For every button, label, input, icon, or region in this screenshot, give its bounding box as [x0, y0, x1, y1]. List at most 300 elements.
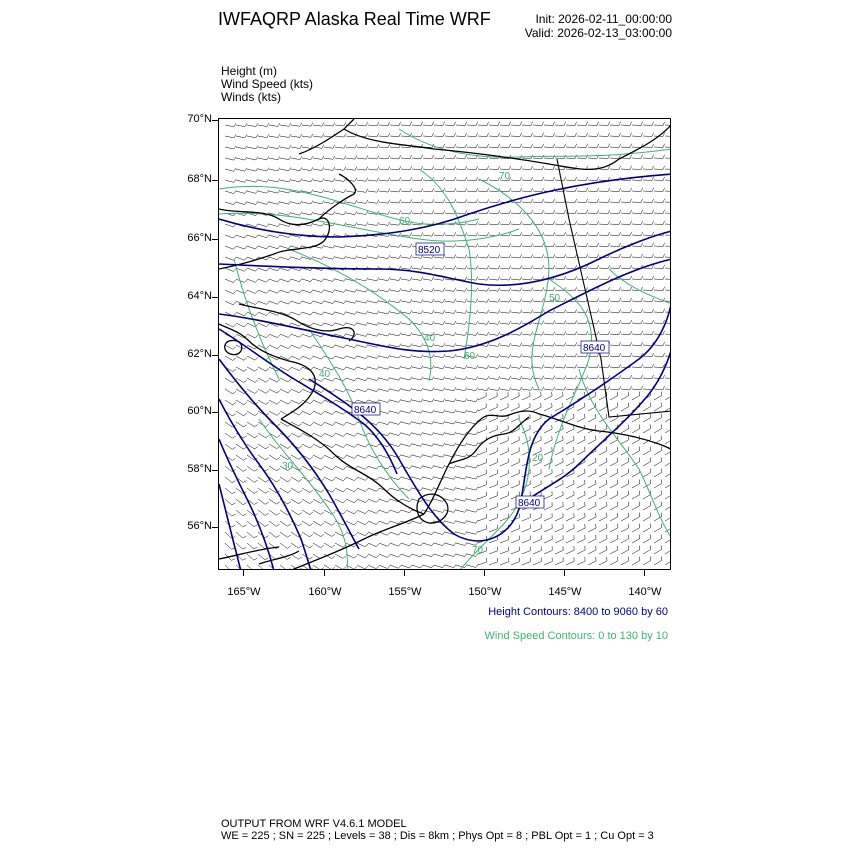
wind-barb: [522, 387, 533, 390]
wind-barb: [280, 532, 291, 537]
wind-barb: [423, 266, 434, 269]
wind-barb: [643, 298, 654, 302]
wind-barb: [467, 487, 478, 490]
wind-barb: [555, 376, 566, 380]
wind-barb: [401, 332, 412, 335]
wind-barb: [588, 254, 599, 258]
wind-barb: [665, 468, 671, 477]
wind-barb: [599, 557, 607, 565]
wind-barb: [533, 513, 541, 521]
wind-barb: [555, 535, 563, 543]
wind-barb: [280, 179, 291, 182]
wind-barb: [302, 201, 313, 204]
wind-barb: [654, 523, 662, 532]
wind-barb: [544, 199, 555, 203]
wind-barb: [269, 510, 280, 515]
wind-barb: [522, 265, 533, 269]
wind-barb: [577, 535, 585, 543]
wind-speed-contour-label: 40: [424, 333, 436, 344]
wind-barb: [225, 168, 236, 171]
wind-barb: [522, 354, 533, 357]
wind-barb: [412, 443, 423, 446]
wind-barb: [357, 222, 368, 225]
wind-barb: [489, 403, 497, 411]
wind-barb: [379, 222, 390, 225]
wind-barb: [610, 524, 618, 532]
wind-barb: [566, 144, 577, 148]
wind-barb: [258, 477, 269, 482]
wind-barb: [665, 391, 671, 400]
wind-barb: [324, 356, 335, 359]
map-panel: [218, 118, 671, 570]
wind-barb: [621, 331, 632, 335]
wind-barb: [610, 364, 621, 368]
wind-barb: [368, 255, 379, 258]
wind-barb: [599, 447, 607, 455]
wind-barb: [346, 145, 357, 149]
wind-barb: [258, 279, 269, 282]
wind-barb: [665, 512, 671, 521]
wind-barb: [544, 133, 555, 137]
wind-barb: [643, 243, 654, 247]
wind-barb: [379, 554, 390, 557]
wind-barb: [401, 266, 412, 269]
wind-barb: [467, 133, 478, 137]
wind-barb: [247, 466, 258, 471]
wind-barb: [379, 366, 390, 369]
wind-barb: [500, 458, 508, 466]
wind-barb: [599, 133, 610, 137]
wind-barb: [566, 436, 574, 444]
wind-barb: [456, 210, 467, 214]
wind-barb: [434, 542, 445, 545]
wind-barb: [665, 243, 671, 247]
wind-barb: [566, 458, 574, 466]
wind-barb: [654, 457, 662, 466]
wind-barb: [511, 387, 522, 390]
wind-barb: [225, 477, 235, 483]
wind-barb: [467, 266, 478, 270]
wind-barb: [610, 254, 621, 258]
wind-barb: [258, 123, 269, 126]
wind-barb: [258, 389, 269, 393]
wind-barb: [610, 287, 621, 291]
wind-barb: [456, 465, 467, 468]
wind-barb: [511, 265, 522, 269]
wind-barb: [467, 288, 478, 291]
wind-barb: [555, 232, 566, 236]
wind-barb: [313, 565, 324, 570]
wind-barb: [654, 534, 662, 543]
wind-barb: [665, 298, 671, 302]
wind-barb: [379, 277, 390, 280]
wind-barb: [346, 256, 357, 259]
wind-barb: [654, 479, 662, 488]
wind-barb: [632, 298, 643, 302]
wind-barb: [544, 343, 555, 347]
wind-barb: [632, 331, 643, 335]
wind-barb: [434, 432, 445, 435]
wind-barb: [313, 123, 324, 127]
wind-barb: [379, 399, 390, 402]
wind-barb: [478, 403, 486, 411]
wind-barb: [335, 245, 346, 248]
wind-speed-contour-label: 20: [532, 453, 544, 464]
wind-barb: [335, 477, 346, 481]
wind-barb: [533, 480, 541, 488]
wind-speed-contour: [219, 186, 479, 224]
wind-barb: [522, 365, 533, 368]
wind-barb: [599, 502, 607, 510]
wind-barb: [291, 389, 302, 393]
wind-barb: [456, 232, 467, 236]
wind-barb: [588, 177, 599, 181]
wind-barb: [522, 144, 533, 148]
wind-barb: [544, 502, 552, 510]
wind-barb: [412, 155, 423, 159]
wind-barb: [643, 276, 654, 280]
wind-barb: [445, 421, 456, 424]
wind-barb: [555, 199, 566, 203]
wind-barb: [269, 279, 280, 282]
wind-barb: [357, 400, 368, 403]
wind-barb: [632, 502, 640, 510]
wind-barb: [379, 122, 390, 126]
wind-barb: [500, 166, 511, 170]
wind-barb: [566, 387, 577, 391]
wind-barb: [511, 299, 522, 303]
wind-barb: [390, 388, 401, 391]
wind-barb: [280, 268, 291, 271]
wind-barb: [467, 443, 478, 446]
wind-barb: [489, 254, 500, 258]
wind-barb: [643, 232, 654, 236]
wind-barb: [665, 133, 671, 137]
wind-barb: [368, 521, 379, 524]
wind-barb: [445, 343, 456, 346]
wind-barb: [258, 190, 269, 193]
wind-barb: [577, 546, 585, 554]
wind-barb: [665, 144, 671, 148]
wind-barb: [511, 547, 519, 554]
wind-barb: [643, 403, 651, 411]
wind-barb: [313, 289, 324, 292]
wind-barb: [621, 210, 632, 214]
wind-barb: [269, 521, 280, 526]
wind-barb: [478, 144, 489, 148]
lon-label-145w: 145°W: [548, 586, 582, 598]
wind-barb: [456, 144, 467, 148]
wind-barb: [247, 279, 258, 282]
wind-barb: [544, 436, 552, 444]
wind-barb: [346, 455, 357, 458]
wind-barb: [412, 543, 423, 546]
wind-barb: [302, 167, 313, 170]
wind-barb: [654, 391, 662, 400]
wind-barb: [621, 188, 632, 192]
wind-barb: [401, 310, 412, 313]
wind-barb: [357, 311, 368, 314]
wind-barb: [577, 243, 588, 247]
lon-label-165w: 165°W: [227, 586, 261, 598]
wind-barb: [621, 392, 629, 400]
wind-barb: [335, 322, 346, 325]
wind-barb: [654, 309, 665, 313]
wind-barb: [500, 392, 508, 400]
wind-barb: [401, 432, 412, 435]
wind-barb: [368, 300, 379, 303]
wind-barb: [434, 565, 445, 568]
wind-barb: [401, 510, 412, 513]
wind-barb: [489, 144, 500, 148]
wind-barb: [478, 321, 489, 324]
wind-barb: [632, 480, 640, 488]
wind-barb: [269, 179, 280, 182]
wind-barb: [269, 411, 280, 415]
height-contour: [219, 439, 274, 570]
wind-barb: [665, 375, 671, 379]
wind-barb: [522, 254, 533, 258]
wind-barb: [401, 199, 412, 203]
wind-barb: [236, 312, 247, 316]
wind-barb: [500, 343, 511, 346]
wind-barb: [588, 364, 599, 368]
wind-barb: [621, 425, 629, 433]
wind-barb: [390, 177, 401, 181]
wind-barb: [643, 425, 651, 433]
wind-barb: [357, 189, 368, 192]
wind-barb: [357, 433, 368, 436]
wind-barb: [555, 392, 563, 400]
wind-barb: [500, 288, 511, 292]
wind-barb: [665, 287, 671, 291]
wind-barb: [423, 288, 434, 291]
wind-barb: [412, 288, 423, 291]
wind-barb: [665, 276, 671, 280]
wind-barb: [390, 244, 401, 247]
wind-barb: [445, 376, 456, 379]
wind-barb: [533, 403, 541, 411]
wind-barb: [313, 323, 324, 326]
wind-barb: [412, 354, 423, 357]
wind-barb: [357, 543, 368, 547]
wind-barb: [544, 232, 555, 236]
wind-barb: [665, 265, 671, 269]
wind-barb: [258, 223, 269, 226]
wind-barb: [324, 477, 335, 481]
wind-barb: [269, 145, 280, 148]
wind-barb: [236, 521, 246, 527]
lat-label-64: 64°N: [187, 290, 212, 302]
wind-barb: [621, 221, 632, 225]
wind-barb: [445, 133, 456, 137]
wind-barb: [269, 223, 280, 226]
wind-barb: [577, 221, 588, 225]
wind-barb: [544, 210, 555, 214]
coastline-aleutians: [219, 547, 299, 564]
model-config: WE = 225 ; SN = 225 ; Levels = 38 ; Dis = 8km ; Phys Opt = 8 ; PBL Opt = 1 ; Cu Opt = 3: [221, 830, 654, 842]
wind-barb: [665, 435, 671, 444]
wind-barb: [522, 188, 533, 192]
wind-barb: [467, 221, 478, 225]
wind-barb: [456, 509, 467, 512]
wind-barb: [401, 354, 412, 357]
wind-barb: [566, 447, 574, 455]
wind-barb: [632, 524, 640, 532]
wind-barb: [236, 367, 247, 371]
wind-barb: [412, 454, 423, 457]
wind-barb: [269, 201, 280, 204]
wind-barb: [291, 477, 302, 482]
wind-barb: [577, 144, 588, 148]
wind-barb: [500, 310, 511, 314]
wind-barb: [610, 298, 621, 302]
wind-barb: [368, 155, 379, 159]
wind-barb: [225, 268, 236, 271]
wind-barb: [533, 210, 544, 214]
wind-barb: [544, 425, 552, 433]
wind-barb: [291, 156, 302, 159]
wind-barb: [522, 536, 530, 543]
wind-barb: [599, 276, 610, 280]
wind-barb: [555, 265, 566, 269]
wind-barb: [379, 565, 390, 569]
wind-barb: [236, 179, 247, 182]
wind-barb: [258, 168, 269, 171]
wind-barb: [566, 331, 577, 335]
wind-barb: [302, 422, 313, 426]
wind-barb: [434, 399, 445, 402]
wind-barb: [280, 345, 291, 349]
wind-barb: [269, 389, 280, 393]
wind-barb: [654, 210, 665, 214]
wind-barb: [357, 510, 368, 514]
wind-barb: [665, 490, 671, 499]
wind-barb: [423, 321, 434, 324]
wind-barb: [489, 514, 497, 521]
wind-barb: [269, 466, 280, 471]
wind-barb: [412, 521, 423, 524]
wind-barb: [599, 546, 607, 554]
wind-barb: [577, 436, 585, 444]
lat-label-68: 68°N: [187, 173, 212, 185]
wind-barb: [533, 558, 541, 565]
wind-barb: [423, 377, 434, 380]
wind-barb: [588, 276, 599, 280]
wind-barb: [610, 133, 621, 137]
wind-barb: [632, 309, 643, 313]
wind-barb: [500, 469, 508, 477]
wind-barb: [511, 122, 522, 126]
wind-barb: [588, 265, 599, 269]
wind-barb: [555, 210, 566, 214]
wind-barb: [412, 399, 423, 402]
wind-barb: [401, 443, 412, 446]
wind-barb: [610, 309, 621, 313]
wind-barb: [599, 287, 610, 291]
wind-barb: [544, 221, 555, 225]
height-contour: [519, 347, 671, 509]
wind-barb: [456, 310, 467, 313]
wind-barb: [599, 524, 607, 532]
wind-barb: [588, 557, 596, 565]
wind-barb: [489, 210, 500, 214]
wind-barb: [467, 531, 478, 534]
wind-barb: [423, 310, 434, 313]
wind-barb: [533, 254, 544, 258]
wind-barb: [522, 558, 530, 565]
wind-barb: [566, 199, 577, 203]
wind-barb: [434, 310, 445, 313]
wind-barb: [390, 122, 401, 126]
wind-barb: [335, 156, 346, 159]
wind-barb: [324, 167, 335, 170]
wind-barb: [544, 166, 555, 170]
wind-barb: [566, 414, 574, 422]
wind-barb: [445, 155, 456, 159]
wind-barb: [269, 455, 280, 460]
wind-barb: [324, 289, 335, 292]
wind-barb: [632, 353, 643, 357]
wind-barb: [291, 301, 302, 304]
wind-barb: [346, 477, 357, 481]
wind-barb: [225, 202, 236, 205]
wind-barb: [533, 177, 544, 181]
wind-barb: [478, 243, 489, 247]
wind-barb: [247, 157, 258, 160]
wind-barb: [225, 488, 235, 494]
wind-barb: [665, 254, 671, 258]
wind-barb: [643, 535, 651, 543]
wind-barb: [544, 287, 555, 291]
wind-barb: [412, 565, 423, 568]
wind-barb: [467, 520, 478, 523]
wind-barb: [511, 558, 519, 565]
wind-barb: [456, 244, 467, 248]
wind-barb: [489, 525, 497, 532]
wind-barb: [478, 481, 486, 488]
wind-barb: [566, 480, 574, 488]
wind-barb: [544, 365, 555, 369]
coastline-kenai: [449, 417, 529, 464]
wind-barb: [489, 343, 500, 346]
wind-barb: [412, 177, 423, 181]
wind-barb: [445, 321, 456, 324]
wind-barb: [489, 447, 497, 455]
wind-barb: [544, 524, 552, 532]
wind-barb: [456, 188, 467, 192]
wind-barb: [258, 433, 269, 438]
wind-barb: [599, 331, 610, 335]
wind-barb: [434, 487, 445, 490]
wind-barb: [445, 144, 456, 148]
wind-barb: [456, 376, 467, 379]
wind-barb: [225, 123, 236, 126]
wind-barb: [566, 535, 574, 543]
wind-barb: [610, 535, 618, 543]
wind-barb: [357, 532, 368, 536]
wind-barb: [368, 189, 379, 193]
wind-barb: [390, 421, 401, 424]
wind-barb: [654, 413, 662, 422]
wind-speed-contour-label: 40: [319, 369, 331, 380]
wind-barb: [522, 221, 533, 225]
wind-barb: [335, 532, 346, 536]
wind-barb: [632, 425, 640, 433]
wind-barb: [390, 532, 401, 535]
wind-barb: [236, 279, 247, 282]
wind-barb: [478, 266, 489, 270]
